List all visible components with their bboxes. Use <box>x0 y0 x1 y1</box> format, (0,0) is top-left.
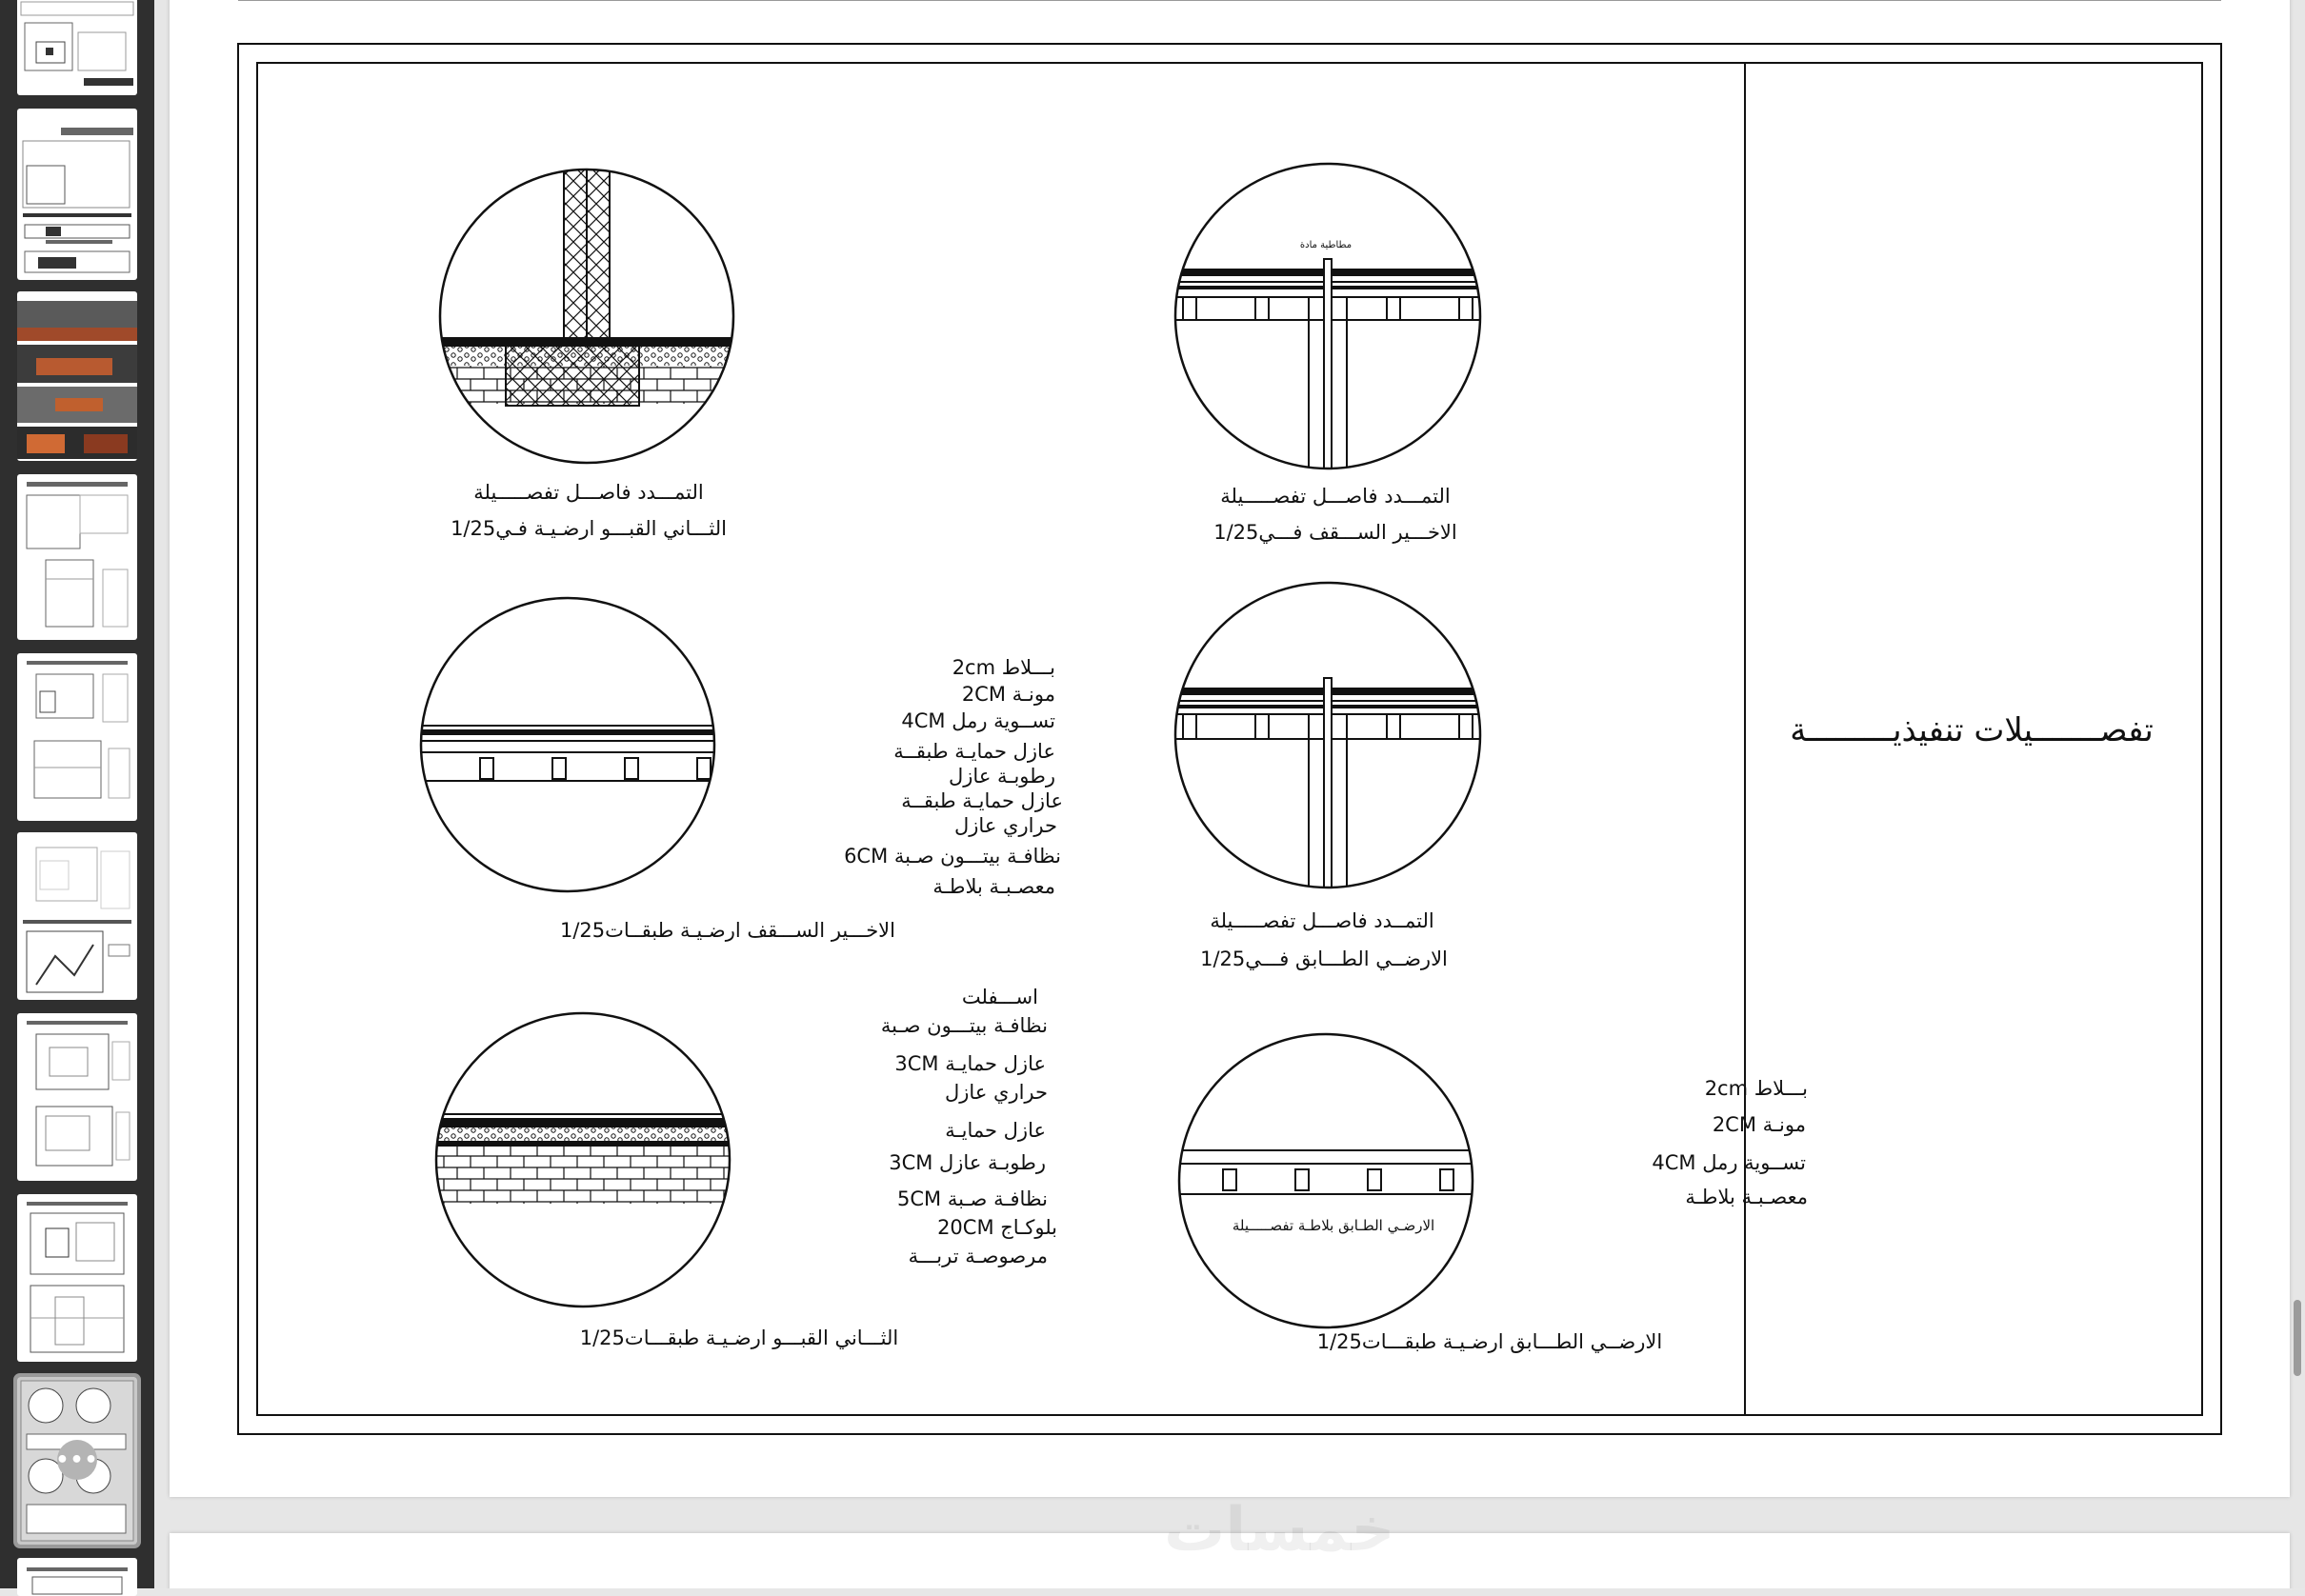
detail-top-right <box>1170 164 1493 544</box>
layer-label: معصـبـة بلاطـة <box>932 875 1055 898</box>
thumbnail-preview <box>17 0 137 95</box>
detail-title-line-1: التمـــدد فاصـــل تفصـــــيلة <box>1220 485 1451 508</box>
page-thumbnail[interactable] <box>17 291 137 461</box>
detail-bottom-right <box>1170 1034 1808 1353</box>
page-thumbnail[interactable] <box>17 1558 137 1596</box>
more-options-button[interactable]: ••• <box>57 1440 97 1480</box>
layer-label: 5CM نظافـة صـبة <box>896 1187 1048 1210</box>
layer-label: عازل حمايـة <box>945 1119 1046 1142</box>
thumbnail-preview <box>17 291 137 461</box>
layer-label: 4CM تســوية رمل <box>901 709 1055 732</box>
detail-small-note: مطاطية مادة <box>1299 240 1353 250</box>
layer-label: 20CM بلوكـاج <box>937 1216 1057 1239</box>
page-thumbnail[interactable] <box>17 653 137 821</box>
detail-title-line-2: الارضــي الطـــابق فـــي1/25 <box>1200 948 1448 970</box>
page-thumbnail[interactable] <box>17 1194 137 1362</box>
layer-label: حراري عازل <box>945 1081 1048 1104</box>
thumbnail-preview <box>17 653 137 821</box>
layer-label: معصـبـة بلاطـة <box>1685 1186 1808 1208</box>
detail-top-left <box>427 152 751 540</box>
layer-label: 2cm بـــلاط <box>1704 1077 1808 1100</box>
detail-mid-left <box>417 598 1063 942</box>
document-page <box>170 0 2290 1497</box>
detail-title-line-2: الثـــاني القبـــو ارضـيـة فـي1/25 <box>451 517 727 540</box>
thumbnail-preview <box>17 1558 137 1596</box>
layer-label: 3CM رطوبـة عازل <box>889 1151 1046 1174</box>
layer-label: نظافـة بيتـــون صـبة <box>880 1014 1048 1037</box>
thumbnail-preview <box>17 474 137 640</box>
detail-title-line-1: التمـــدد فاصـــل تفصـــــيلة <box>473 481 704 504</box>
watermark: خمسات <box>1164 1495 1395 1566</box>
layer-label: حراري عازل <box>954 814 1057 837</box>
detail-mid-right <box>1170 583 1493 970</box>
thumbnail-preview <box>17 1194 137 1362</box>
page-thumbnail[interactable] <box>17 109 137 280</box>
layer-label: 4CM تســوية رمل <box>1652 1151 1806 1174</box>
detail-title-line-2: الاخـــير الســـقف فـــي1/25 <box>1213 521 1457 544</box>
thumbnail-preview <box>17 1013 137 1181</box>
thumbnail-sidebar <box>0 0 154 1588</box>
document-viewer[interactable] <box>154 0 2305 1588</box>
detail-title-line-1: الثـــاني القبـــو ارضـيـة طبقـــات1/25 <box>579 1327 899 1349</box>
layer-label: عازل حمايـة طبقــة <box>901 789 1063 812</box>
page-thumbnail[interactable] <box>17 1013 137 1181</box>
layer-label: اســـفلت <box>961 986 1038 1008</box>
layer-label: 2cm بـــلاط <box>952 656 1055 679</box>
detail-sheet-drawing <box>170 0 2290 1497</box>
thumbnail-preview <box>17 832 137 1000</box>
layer-label: رطوبـة عازل <box>949 765 1055 788</box>
page-thumbnail[interactable] <box>17 474 137 640</box>
vertical-scrollbar[interactable] <box>2294 1300 2301 1376</box>
detail-inner-label: الارضـي الطـابق بلاطـة تفصـــــيلة <box>1232 1217 1435 1234</box>
layer-label: 2CM مونـة <box>961 683 1055 706</box>
layer-label: 6CM نظافـة بيتـــون صـبة <box>844 845 1061 868</box>
sheet-side-title: تفصـــــــيلات تنفيذيـــــــــة <box>1790 711 2154 749</box>
layer-label: مرصوصـة تربـــة <box>908 1245 1048 1267</box>
detail-title-line-1: الاخـــير الســـقف ارضـيـة طبقــات1/25 <box>559 919 896 942</box>
thumbnail-preview <box>17 109 137 280</box>
layer-label: 3CM عازل حمايـة <box>894 1052 1046 1075</box>
page-thumbnail[interactable] <box>17 832 137 1000</box>
layer-label: عازل حمايـة طبقــة <box>893 740 1055 763</box>
detail-bottom-left <box>427 986 1057 1349</box>
detail-title-line-1: التمــدد فاصـــل تفصـــــيلة <box>1210 909 1434 932</box>
detail-title-line-1: الارضــي الطـــابق ارضـيـة طبقـــات1/25 <box>1316 1330 1663 1353</box>
layer-label: 2CM مونـة <box>1712 1113 1806 1136</box>
page-thumbnail[interactable] <box>17 0 137 95</box>
